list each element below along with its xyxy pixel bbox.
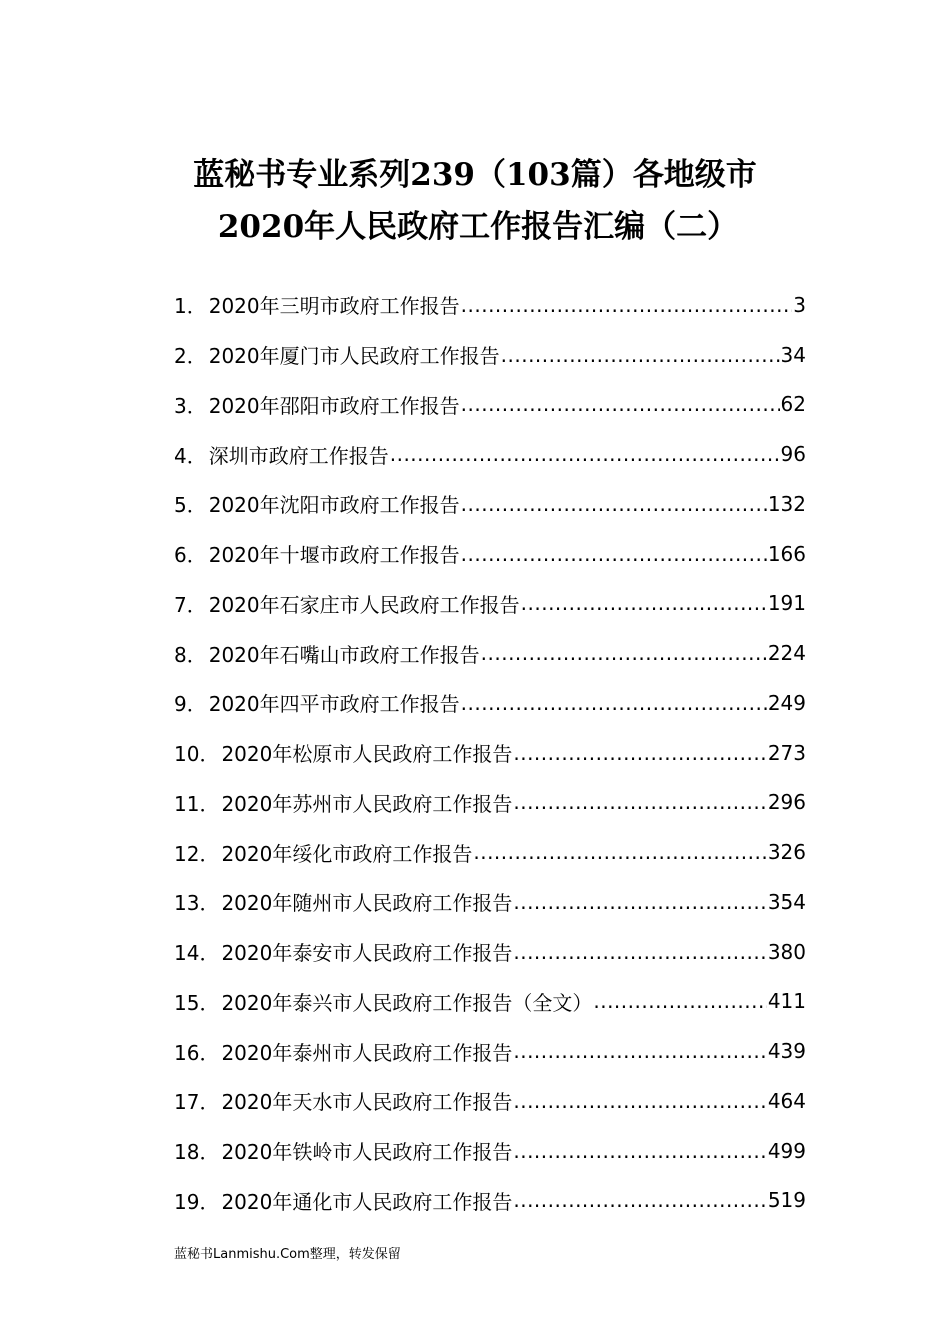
toc-entry-number: 7． (174, 592, 207, 617)
toc-entry[interactable] (174, 678, 806, 728)
toc-entry[interactable] (174, 977, 806, 1027)
toc-entry-title: 2020年绥化市政府工作报告 (221, 841, 473, 866)
toc-entry-number: 2． (174, 344, 207, 369)
toc-dot-leader (513, 1139, 766, 1163)
toc-entry-title: 2020年石嘴山市政府工作报告 (208, 642, 480, 667)
toc-dot-leader (593, 989, 766, 1013)
toc-entry-page-number: 326 (767, 840, 806, 865)
toc-entry-title: 2020年随州市人民政府工作报告 (221, 891, 513, 916)
toc-entry-title: 2020年松原市人民政府工作报告 (221, 742, 513, 767)
toc-entry-number: 17． (174, 1090, 220, 1115)
toc-entry[interactable] (174, 778, 806, 828)
toc-entry[interactable] (174, 429, 806, 479)
toc-entry-page-number: 519 (767, 1188, 806, 1213)
toc-dot-leader (521, 591, 767, 615)
toc-entry-page-number: 296 (767, 790, 806, 815)
toc-entry-page-number: 273 (767, 740, 806, 765)
toc-entry-page-number: 380 (767, 939, 806, 964)
toc-dot-leader (513, 790, 766, 814)
document-title (0, 149, 950, 253)
toc-entry-title: 2020年泰兴市人民政府工作报告（全文） (221, 990, 593, 1015)
toc-entry-page-number: 62 (780, 392, 806, 417)
toc-dot-leader (513, 890, 766, 914)
toc-entry-number: 9． (174, 692, 207, 717)
toc-entry[interactable] (174, 827, 806, 877)
toc-dot-leader (513, 1089, 766, 1113)
toc-entry-title: 2020年通化市人民政府工作报告 (221, 1189, 513, 1214)
table-of-contents (174, 280, 806, 1225)
toc-entry[interactable] (174, 628, 806, 678)
toc-entry-number: 1． (174, 294, 207, 319)
toc-entry-title: 2020年邵阳市政府工作报告 (208, 393, 460, 418)
toc-dot-leader (461, 542, 767, 566)
toc-entry-title: 2020年泰安市人民政府工作报告 (221, 941, 513, 966)
toc-entry-page-number: 166 (767, 541, 806, 566)
toc-entry-number: 14． (174, 941, 220, 966)
toc-entry-number: 19． (174, 1189, 220, 1214)
toc-entry-page-number: 411 (767, 989, 806, 1014)
toc-entry-title: 2020年三明市政府工作报告 (208, 294, 460, 319)
toc-entry[interactable] (174, 579, 806, 629)
toc-entry[interactable] (174, 479, 806, 529)
toc-dot-leader (513, 1039, 766, 1063)
toc-entry-title: 2020年四平市政府工作报告 (208, 692, 460, 717)
toc-entry[interactable] (174, 1076, 806, 1126)
toc-entry[interactable] (174, 330, 806, 380)
toc-entry-title: 2020年石家庄市人民政府工作报告 (208, 592, 520, 617)
toc-entry-title: 2020年苏州市人民政府工作报告 (221, 791, 513, 816)
toc-dot-leader (473, 840, 766, 864)
toc-entry-title: 2020年铁岭市人民政府工作报告 (221, 1140, 513, 1165)
toc-dot-leader (390, 442, 780, 466)
toc-entry-title: 2020年泰州市人民政府工作报告 (221, 1040, 513, 1065)
toc-entry[interactable] (174, 380, 806, 430)
toc-entry[interactable] (174, 927, 806, 977)
toc-dot-leader (513, 741, 766, 765)
toc-entry[interactable] (174, 529, 806, 579)
toc-entry-page-number: 224 (767, 641, 806, 666)
toc-entry-page-number: 249 (767, 690, 806, 715)
toc-entry-page-number: 96 (780, 442, 806, 467)
toc-entry-page-number: 191 (767, 591, 806, 616)
toc-entry-number: 6． (174, 543, 207, 568)
toc-entry-number: 15． (174, 990, 220, 1015)
toc-entry-number: 5． (174, 493, 207, 518)
toc-entry[interactable] (174, 280, 806, 330)
toc-entry[interactable] (174, 1026, 806, 1076)
toc-dot-leader (461, 691, 767, 715)
toc-entry[interactable] (174, 728, 806, 778)
toc-entry-title: 2020年厦门市人民政府工作报告 (208, 344, 500, 369)
toc-entry[interactable] (174, 1176, 806, 1226)
toc-entry-number: 11． (174, 791, 220, 816)
toc-entry-number: 4． (174, 443, 207, 468)
toc-entry-number: 18． (174, 1140, 220, 1165)
toc-entry-number: 10． (174, 742, 220, 767)
toc-entry-title: 2020年十堰市政府工作报告 (208, 543, 460, 568)
toc-entry-page-number: 3 (793, 292, 806, 317)
toc-entry-number: 12． (174, 841, 220, 866)
toc-entry-page-number: 439 (767, 1039, 806, 1064)
toc-entry-number: 16． (174, 1040, 220, 1065)
toc-dot-leader (513, 1188, 766, 1212)
toc-entry-number: 3． (174, 393, 207, 418)
toc-dot-leader (481, 641, 767, 665)
title-line-1: 蓝秘书专业系列239（103篇）各地级市 (193, 156, 757, 193)
toc-entry-title: 2020年天水市人民政府工作报告 (221, 1090, 513, 1115)
toc-entry-page-number: 132 (767, 491, 806, 516)
toc-entry-page-number: 464 (767, 1088, 806, 1113)
toc-entry-page-number: 34 (780, 342, 806, 367)
toc-dot-leader (501, 343, 780, 367)
toc-entry-page-number: 499 (767, 1138, 806, 1163)
toc-entry[interactable] (174, 877, 806, 927)
toc-entry-title: 2020年沈阳市政府工作报告 (208, 493, 460, 518)
toc-dot-leader (461, 392, 780, 416)
toc-entry-page-number: 354 (767, 889, 806, 914)
title-line-2: 2020年人民政府工作报告汇编（二） (217, 208, 739, 245)
toc-entry[interactable] (174, 1126, 806, 1176)
toc-dot-leader (513, 940, 766, 964)
toc-dot-leader (461, 293, 793, 317)
toc-entry-title: 深圳市政府工作报告 (208, 443, 389, 468)
toc-entry-number: 8． (174, 642, 207, 667)
footer-note: 蓝秘书Lanmishu.Com整理，转发保留 (174, 1247, 401, 1262)
toc-dot-leader (461, 492, 767, 516)
toc-entry-number: 13． (174, 891, 220, 916)
